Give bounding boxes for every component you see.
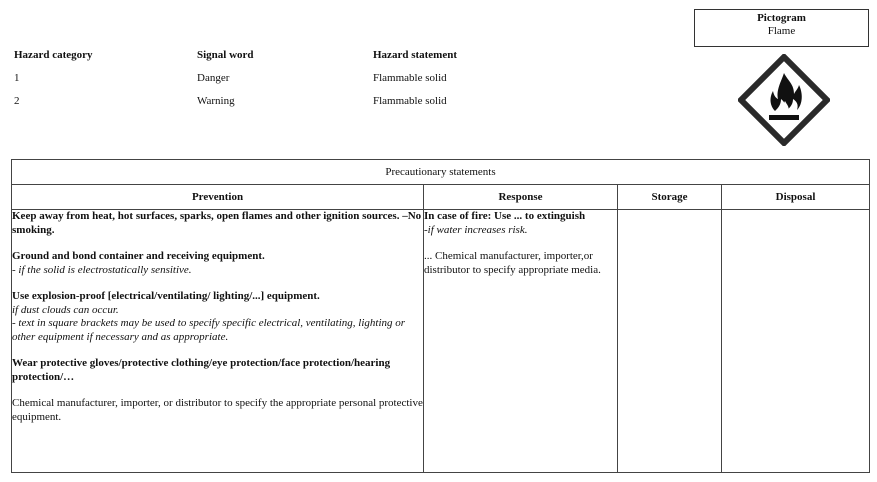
hazard-statement-cell: Flammable solid bbox=[373, 72, 447, 84]
hazard-category-cell: 1 bbox=[14, 72, 20, 84]
response-header: Response bbox=[424, 185, 618, 210]
hazard-category-header: Hazard category bbox=[14, 49, 93, 61]
pictogram-title: Pictogram bbox=[757, 12, 806, 24]
prevention-cell bbox=[12, 210, 424, 473]
signal-word-cell: Warning bbox=[197, 95, 235, 107]
precautionary-table bbox=[11, 159, 870, 473]
prevention-statement: Use explosion-proof [electrical/ventilating/ lighting/...] equipment. bbox=[12, 290, 320, 302]
prevention-note: Chemical manufacturer, importer, or distributor to specify the appropriate personal protective equipment. bbox=[12, 397, 423, 423]
prevention-statement: Ground and bond container and receiving equipment. bbox=[12, 250, 265, 262]
prevention-note: if dust clouds can occur. bbox=[12, 303, 119, 316]
disposal-header: Disposal bbox=[722, 185, 870, 210]
hazard-category-cell: 2 bbox=[14, 95, 20, 107]
signal-word-cell: Danger bbox=[197, 72, 230, 84]
prevention-statement: Wear protective gloves/protective clothing/eye protection/face protection/hearing protection/… bbox=[12, 357, 391, 383]
response-statement: In case of fire: Use ... to extinguish bbox=[424, 210, 586, 222]
response-cell bbox=[424, 210, 618, 473]
hazard-statement-cell: Flammable solid bbox=[373, 95, 447, 107]
storage-header: Storage bbox=[618, 185, 722, 210]
precautionary-title: Precautionary statements bbox=[12, 160, 870, 185]
response-note: -if water increases risk. bbox=[424, 223, 528, 236]
storage-cell bbox=[618, 210, 722, 473]
prevention-note: - if the solid is electrostatically sensitive. bbox=[12, 263, 192, 276]
pictogram-box bbox=[694, 9, 869, 47]
prevention-note: - text in square brackets may be used to specify specific electrical, ventilating, lighting or other equipment if necessary and as appropriate. bbox=[12, 317, 406, 343]
signal-word-header: Signal word bbox=[197, 49, 254, 61]
hazard-statement-header: Hazard statement bbox=[373, 49, 458, 61]
response-note: ... Chemical manufacturer, importer,or distributor to specify appropriate media. bbox=[424, 250, 601, 276]
prevention-header: Prevention bbox=[12, 185, 424, 210]
prevention-statement: Keep away from heat, hot surfaces, sparks, open flames and other ignition sources. –No smoking. bbox=[12, 210, 422, 236]
flame-pictogram-icon bbox=[738, 54, 830, 146]
pictogram-name: Flame bbox=[767, 25, 796, 37]
disposal-cell bbox=[722, 210, 870, 473]
